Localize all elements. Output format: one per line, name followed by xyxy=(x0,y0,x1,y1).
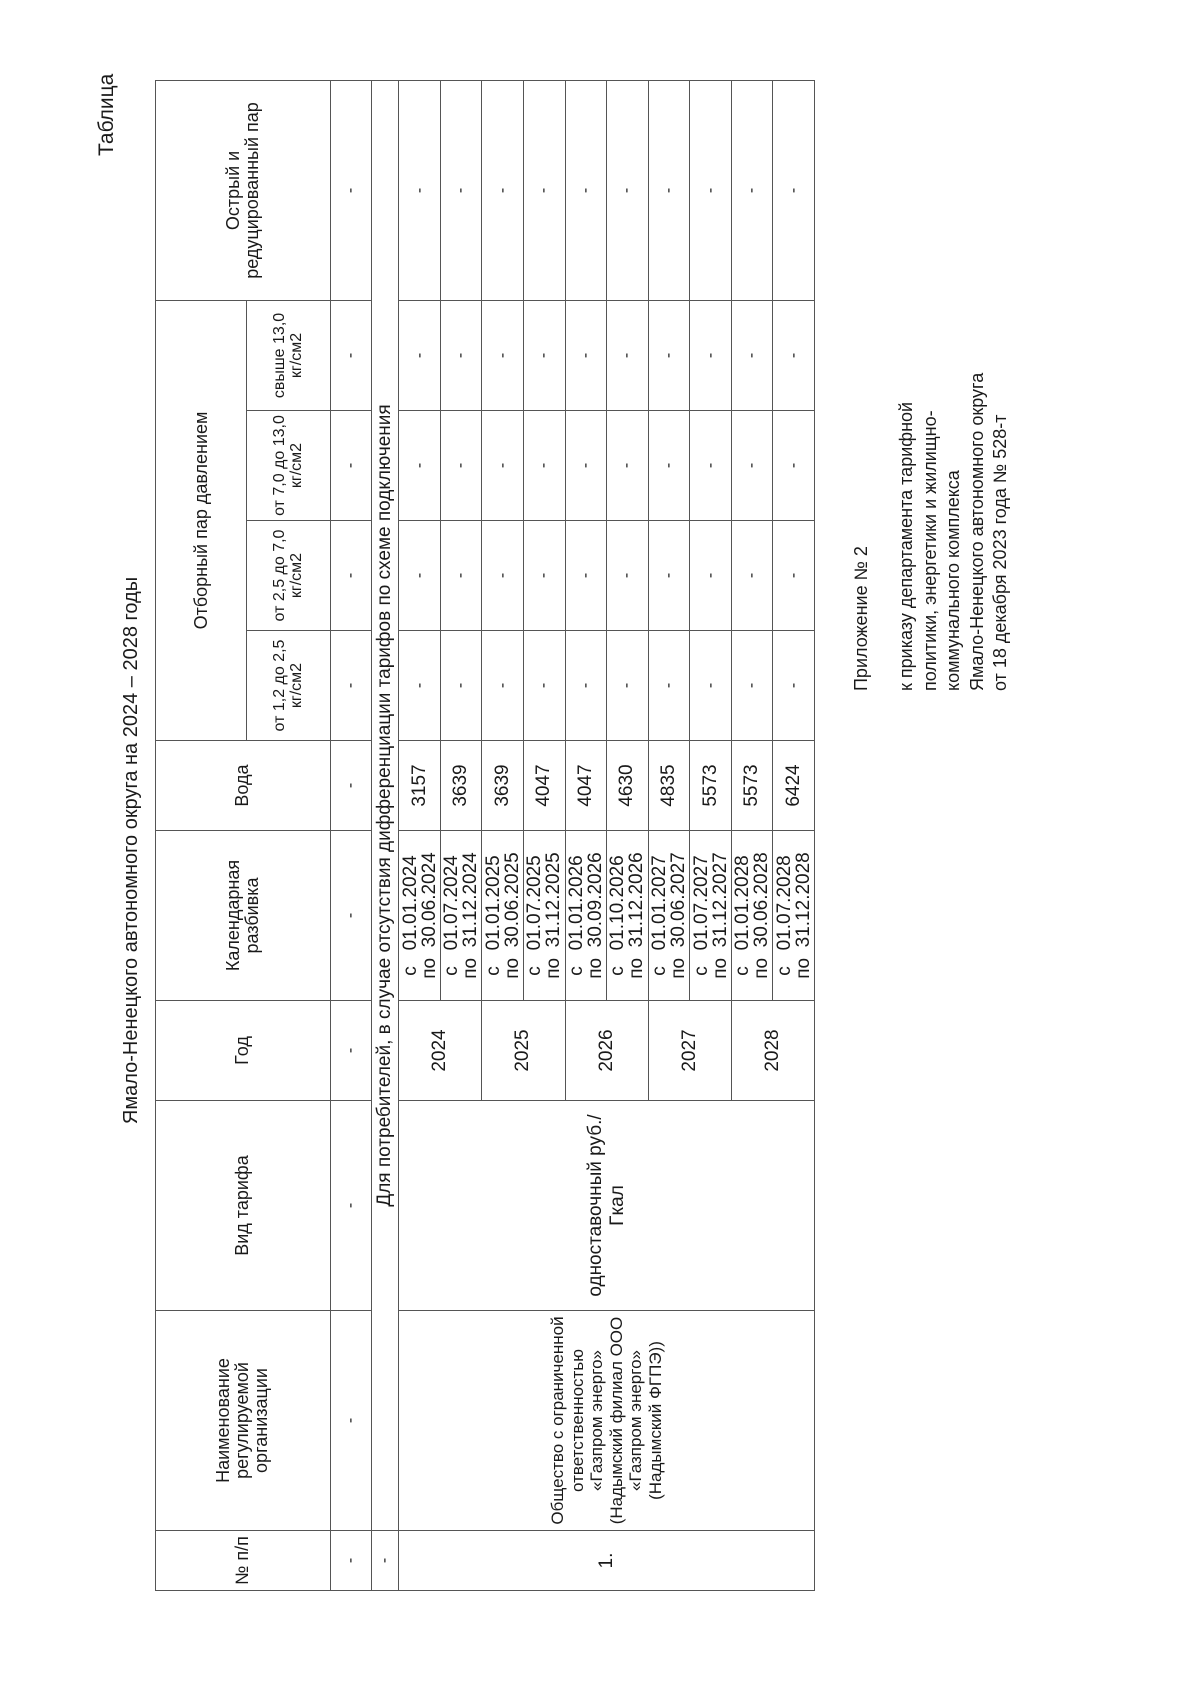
dash-cell: - xyxy=(440,80,482,300)
period-cell xyxy=(565,831,607,1001)
dash-cell: - xyxy=(330,1531,372,1591)
dash-cell: - xyxy=(731,411,773,521)
header-steam-2: от 2,5 до 7,0 кг/см2 xyxy=(247,521,330,631)
appendix-line: коммунального комплекса xyxy=(943,470,964,691)
dash-cell: - xyxy=(690,521,732,631)
period-to: по 31.12.2028 xyxy=(792,852,814,979)
dash-cell: - xyxy=(440,411,482,521)
section-caption: Для потребителей, в случае отсутствия дифференциации тарифов по схеме подключения xyxy=(372,80,399,1530)
dash-cell: - xyxy=(648,631,690,741)
year-cell: 2025 xyxy=(482,1001,565,1101)
header-tariff-type: Вид тарифа xyxy=(156,1101,331,1311)
appendix-block xyxy=(850,373,1012,691)
dash-cell: - xyxy=(565,80,607,300)
dash-cell: - xyxy=(773,80,815,300)
period-from: с 01.07.2024 xyxy=(441,855,463,976)
dash-cell: - xyxy=(690,631,732,741)
water-value: 4835 xyxy=(648,741,690,831)
dash-cell: - xyxy=(731,631,773,741)
dash-cell: - xyxy=(607,80,649,300)
water-value: 4630 xyxy=(607,741,649,831)
period-cell xyxy=(607,831,649,1001)
dash-cell: - xyxy=(565,521,607,631)
dash-cell: - xyxy=(731,80,773,300)
dash-cell: - xyxy=(565,300,607,410)
period-cell xyxy=(399,831,441,1001)
organization-name: Общество с ограниченной ответственностью «Газпром энерго» (Надымский филиал ООО «Газпром энерго» (Надымский ФГПЭ)) xyxy=(399,1311,815,1531)
dash-cell: - xyxy=(482,411,524,521)
dash-cell: - xyxy=(690,411,732,521)
dash-row xyxy=(330,80,372,1590)
period-from: с 01.01.2028 xyxy=(732,855,754,976)
year-cell: 2027 xyxy=(648,1001,731,1101)
dash-cell: - xyxy=(648,521,690,631)
dash-cell: - xyxy=(523,521,565,631)
dash-cell: - xyxy=(565,411,607,521)
table-label: Таблица xyxy=(95,73,118,156)
year-cell: 2026 xyxy=(565,1001,648,1101)
appendix-line: Ямало-Ненецкого автономного округа xyxy=(966,372,987,691)
dash-cell: - xyxy=(690,300,732,410)
dash-cell: - xyxy=(330,300,372,410)
tariff-type: одноставочный руб./Гкал xyxy=(399,1101,815,1311)
dash-cell: - xyxy=(330,80,372,300)
dash-cell: - xyxy=(330,1001,372,1101)
period-cell xyxy=(440,831,482,1001)
dash-cell: - xyxy=(731,300,773,410)
dash-cell: - xyxy=(482,521,524,631)
dash-cell: - xyxy=(690,80,732,300)
data-rows xyxy=(399,80,815,1590)
period-to: по 31.12.2025 xyxy=(543,852,565,979)
appendix-line: к приказу департамента тарифной xyxy=(896,401,917,691)
period-to: по 30.09.2026 xyxy=(584,852,606,979)
appendix-lines xyxy=(895,373,1012,691)
year-cell: 2028 xyxy=(731,1001,814,1101)
dash-cell: - xyxy=(330,411,372,521)
period-to: по 30.06.2028 xyxy=(751,852,773,979)
dash-cell: - xyxy=(399,631,441,741)
dash-cell: - xyxy=(440,300,482,410)
water-value: 4047 xyxy=(523,741,565,831)
header-steam-group: Отборный пар давлением xyxy=(156,300,247,740)
dash-cell: - xyxy=(330,631,372,741)
period-from: с 01.10.2026 xyxy=(607,855,629,976)
water-value: 3639 xyxy=(440,741,482,831)
dash-cell: - xyxy=(773,521,815,631)
dash-cell: - xyxy=(482,631,524,741)
dash-cell: - xyxy=(399,80,441,300)
dash-cell: - xyxy=(773,631,815,741)
dash-cell: - xyxy=(523,411,565,521)
appendix-title: Приложение № 2 xyxy=(851,546,871,691)
period-to: по 30.06.2027 xyxy=(667,852,689,979)
dash-cell: - xyxy=(440,521,482,631)
dash-cell: - xyxy=(440,631,482,741)
period-cell xyxy=(523,831,565,1001)
dash-cell: - xyxy=(773,411,815,521)
dash-cell: - xyxy=(399,300,441,410)
header-row xyxy=(156,80,247,1590)
period-from: с 01.01.2027 xyxy=(648,855,670,976)
period-from: с 01.07.2027 xyxy=(690,855,712,976)
period-to: по 31.12.2024 xyxy=(460,852,482,979)
period-cell xyxy=(648,831,690,1001)
period-from: с 01.07.2025 xyxy=(524,855,546,976)
dash-cell: - xyxy=(648,300,690,410)
dash-cell: - xyxy=(372,1531,399,1591)
section-row xyxy=(372,80,399,1590)
period-cell xyxy=(773,831,815,1001)
period-cell xyxy=(690,831,732,1001)
dash-cell: - xyxy=(523,300,565,410)
year-cell: 2024 xyxy=(399,1001,482,1101)
period-to: по 30.06.2024 xyxy=(418,852,440,979)
dash-cell: - xyxy=(482,80,524,300)
period-to: по 31.12.2026 xyxy=(626,852,648,979)
water-value: 4047 xyxy=(565,741,607,831)
dash-cell: - xyxy=(648,411,690,521)
row-number: 1. xyxy=(399,1531,815,1591)
dash-cell: - xyxy=(565,631,607,741)
dash-cell: - xyxy=(607,631,649,741)
dash-cell: - xyxy=(607,300,649,410)
dash-cell: - xyxy=(399,411,441,521)
dash-cell: - xyxy=(523,80,565,300)
header-steam-1: от 1,2 до 2,5 кг/см2 xyxy=(247,631,330,741)
dash-cell: - xyxy=(731,521,773,631)
page-title: Ямало-Ненецкого автономного округа на 2024 – 2028 годы xyxy=(120,576,142,1125)
water-value: 5573 xyxy=(731,741,773,831)
dash-cell: - xyxy=(330,741,372,831)
dash-cell: - xyxy=(330,831,372,1001)
water-value: 3157 xyxy=(399,741,441,831)
header-org: Наименование регулируемой организации xyxy=(156,1311,331,1531)
header-steam-4: свыше 13,0 кг/см2 xyxy=(247,300,330,410)
period-from: с 01.01.2026 xyxy=(565,855,587,976)
period-from: с 01.01.2025 xyxy=(482,855,504,976)
tariff-table xyxy=(155,80,815,1591)
dash-cell: - xyxy=(330,1311,372,1531)
dash-cell: - xyxy=(523,631,565,741)
dash-cell: - xyxy=(482,300,524,410)
header-year: Год xyxy=(156,1001,331,1101)
header-steam-3: от 7,0 до 13,0 кг/см2 xyxy=(247,411,330,521)
dash-cell: - xyxy=(330,1101,372,1311)
header-num: № п/п xyxy=(156,1531,331,1591)
period-cell xyxy=(482,831,524,1001)
period-to: по 31.12.2027 xyxy=(709,852,731,979)
period-from: с 01.01.2024 xyxy=(399,855,421,976)
period-to: по 30.06.2025 xyxy=(501,852,523,979)
dash-cell: - xyxy=(607,411,649,521)
water-value: 5573 xyxy=(690,741,732,831)
dash-cell: - xyxy=(330,521,372,631)
appendix-line: политики, энергетики и жилищно- xyxy=(919,410,940,691)
appendix-line: от 18 декабря 2023 года № 528-т xyxy=(989,414,1010,691)
dash-cell: - xyxy=(607,521,649,631)
header-hot-steam: Острый и редуцированный пар xyxy=(156,80,331,300)
water-value: 6424 xyxy=(773,741,815,831)
header-calendar: Календарная разбивка xyxy=(156,831,331,1001)
dash-cell: - xyxy=(648,80,690,300)
period-cell xyxy=(731,831,773,1001)
period-from: с 01.07.2028 xyxy=(773,855,795,976)
dash-cell: - xyxy=(773,300,815,410)
header-water: Вода xyxy=(156,741,331,831)
table-row xyxy=(399,80,441,1590)
water-value: 3639 xyxy=(482,741,524,831)
dash-cell: - xyxy=(399,521,441,631)
